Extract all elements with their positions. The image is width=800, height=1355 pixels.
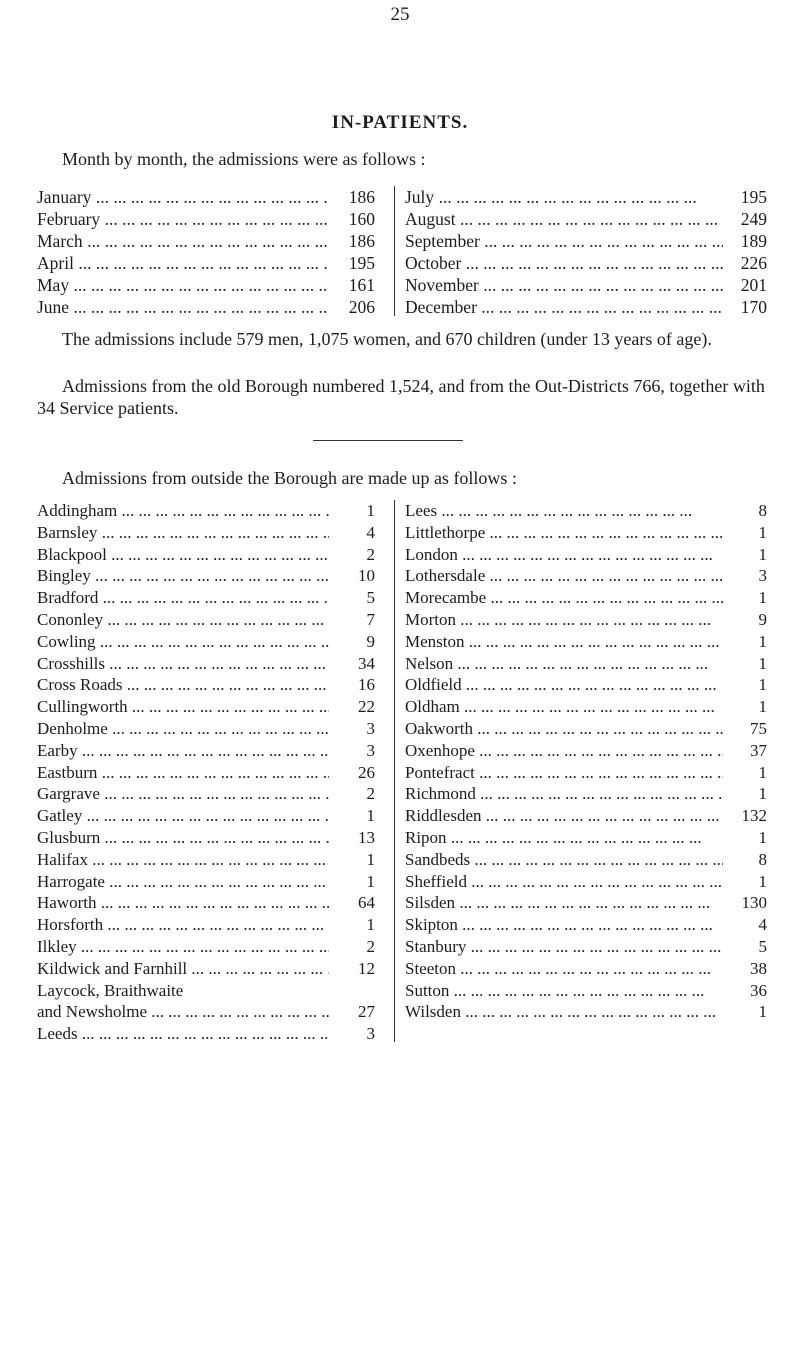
list-item xyxy=(405,565,767,587)
item-count: 1 xyxy=(361,849,376,871)
item-label: Wilsden ... . xyxy=(405,1001,723,1023)
list-item xyxy=(405,696,767,718)
item-count: 1 xyxy=(753,783,768,805)
item-label: September ... . xyxy=(405,230,723,252)
item-count: 7 xyxy=(361,609,376,631)
list-item xyxy=(405,914,767,936)
list-item xyxy=(405,544,767,566)
item-label: May ... . xyxy=(37,274,327,296)
item-count: 37 xyxy=(744,740,767,762)
list-item xyxy=(405,849,767,871)
item-count: 2 xyxy=(361,936,376,958)
list-item xyxy=(37,653,375,675)
list-item xyxy=(405,936,767,958)
item-count: 1 xyxy=(753,653,768,675)
list-item xyxy=(37,696,375,718)
list-item xyxy=(405,783,767,805)
item-count: 1 xyxy=(753,587,768,609)
item-count: 64 xyxy=(352,892,375,914)
list-item xyxy=(405,827,767,849)
list-item xyxy=(37,783,375,805)
item-count: 9 xyxy=(361,631,376,653)
list-item xyxy=(405,958,767,980)
list-item xyxy=(37,587,375,609)
item-label: Sheffield ... . xyxy=(405,871,723,893)
item-count: 5 xyxy=(361,587,376,609)
list-item xyxy=(37,805,375,827)
list-item xyxy=(37,674,375,696)
item-label: Pontefract ... . xyxy=(405,762,723,784)
list-item xyxy=(405,609,767,631)
item-label: Denholme ... . xyxy=(37,718,329,740)
item-label: Leeds ... . xyxy=(37,1023,329,1045)
list-item xyxy=(405,252,767,274)
item-count: 132 xyxy=(736,805,768,827)
list-item xyxy=(37,718,375,740)
list-item xyxy=(37,522,375,544)
item-count: 1 xyxy=(753,631,768,653)
item-label: Cowling ... . xyxy=(37,631,329,653)
item-count: 2 xyxy=(361,544,376,566)
list-item xyxy=(405,718,767,740)
list-item xyxy=(37,186,375,208)
item-count: 161 xyxy=(343,274,375,296)
list-item xyxy=(405,522,767,544)
item-label: Ilkley ... . xyxy=(37,936,329,958)
list-item xyxy=(405,230,767,252)
item-count: 10 xyxy=(352,565,375,587)
item-count: 1 xyxy=(361,500,376,522)
list-item xyxy=(37,544,375,566)
item-label: January ... . xyxy=(37,186,327,208)
outside-right-column xyxy=(405,500,767,1023)
column-divider xyxy=(394,500,395,1042)
item-count: 189 xyxy=(735,230,767,252)
item-count: 226 xyxy=(735,252,767,274)
item-label: Bradford ... . xyxy=(37,587,329,609)
item-count: 75 xyxy=(744,718,767,740)
item-label: Oxenhope ... . xyxy=(405,740,723,762)
list-item xyxy=(405,762,767,784)
section-rule xyxy=(313,440,463,441)
list-item xyxy=(405,892,767,914)
list-item xyxy=(405,740,767,762)
item-label: Steeton ... . xyxy=(405,958,723,980)
item-count: 130 xyxy=(736,892,768,914)
item-count: 1 xyxy=(753,1001,768,1023)
list-item xyxy=(37,500,375,522)
item-count: 1 xyxy=(753,544,768,566)
list-item xyxy=(37,274,375,296)
item-count: 4 xyxy=(361,522,376,544)
item-count: 36 xyxy=(744,980,767,1002)
item-label: and Newsholme ... . xyxy=(37,1001,329,1023)
item-label: Littlethorpe ... . xyxy=(405,522,723,544)
item-count: 186 xyxy=(343,186,375,208)
item-label: November ... . xyxy=(405,274,723,296)
list-item xyxy=(405,587,767,609)
list-item xyxy=(405,631,767,653)
list-item xyxy=(405,674,767,696)
item-label: Harrogate ... . xyxy=(37,871,329,893)
item-count: 1 xyxy=(753,827,768,849)
outside-left-column xyxy=(37,500,375,1045)
item-count: 1 xyxy=(753,762,768,784)
item-label: Sutton ... . xyxy=(405,980,723,1002)
list-item xyxy=(37,958,375,980)
item-count: 1 xyxy=(361,805,376,827)
item-label: April ... . xyxy=(37,252,327,274)
list-item xyxy=(405,653,767,675)
item-count: 3 xyxy=(361,1023,376,1045)
item-label: Morecambe ... . xyxy=(405,587,723,609)
list-item xyxy=(405,1001,767,1023)
item-label: February ... . xyxy=(37,208,327,230)
list-item xyxy=(405,186,767,208)
item-count: 38 xyxy=(744,958,767,980)
list-item xyxy=(37,1023,375,1045)
list-item xyxy=(37,849,375,871)
item-count: 8 xyxy=(753,849,768,871)
item-count: 3 xyxy=(753,565,768,587)
admissions-summary: The admissions include 579 men, 1,075 women, and 670 children (under 13 years of age). xyxy=(62,329,712,349)
item-label: Riddlesden ... . xyxy=(405,805,723,827)
list-item xyxy=(37,208,375,230)
item-label: Bingley ... . xyxy=(37,565,329,587)
item-label: Silsden ... . xyxy=(405,892,723,914)
list-item xyxy=(405,296,767,318)
list-item xyxy=(37,892,375,914)
item-label: Eastburn ... . xyxy=(37,762,329,784)
item-count: 1 xyxy=(753,674,768,696)
list-item xyxy=(37,609,375,631)
item-count: 34 xyxy=(352,653,375,675)
item-label: Addingham ... . xyxy=(37,500,329,522)
item-label: Lees ... . xyxy=(405,500,723,522)
item-count: 27 xyxy=(352,1001,375,1023)
item-count: 5 xyxy=(753,936,768,958)
item-label: Crosshills ... . xyxy=(37,653,329,675)
item-label: Glusburn ... . xyxy=(37,827,329,849)
item-label: June ... . xyxy=(37,296,327,318)
item-label: Oldham ... . xyxy=(405,696,723,718)
item-count: 2 xyxy=(361,783,376,805)
item-count: 201 xyxy=(735,274,767,296)
item-count: 26 xyxy=(352,762,375,784)
list-item xyxy=(37,936,375,958)
item-count: 1 xyxy=(361,871,376,893)
list-item xyxy=(405,274,767,296)
item-count: 12 xyxy=(352,958,375,980)
list-item xyxy=(405,208,767,230)
list-item xyxy=(405,805,767,827)
item-label: Kildwick and Farnhill ... . xyxy=(37,958,329,980)
item-label: Gargrave ... . xyxy=(37,783,329,805)
monthly-intro: Month by month, the admissions were as follows : xyxy=(62,149,426,169)
months-right-column xyxy=(405,186,767,318)
item-count: 4 xyxy=(753,914,768,936)
item-label: October ... . xyxy=(405,252,723,274)
list-item xyxy=(37,980,375,1002)
list-item xyxy=(37,740,375,762)
list-item xyxy=(37,565,375,587)
item-count: 1 xyxy=(753,871,768,893)
page-number: 25 xyxy=(390,4,410,25)
item-label: Ripon ... . xyxy=(405,827,723,849)
months-left-column xyxy=(37,186,375,318)
item-label: Sandbeds ... . xyxy=(405,849,723,871)
item-count: 3 xyxy=(361,740,376,762)
item-count: 195 xyxy=(735,186,767,208)
item-label: Oakworth ... . xyxy=(405,718,723,740)
item-label: Haworth ... . xyxy=(37,892,329,914)
item-label: March ... . xyxy=(37,230,327,252)
list-item xyxy=(37,1001,375,1023)
item-count: 1 xyxy=(753,696,768,718)
item-label: London ... . xyxy=(405,544,723,566)
list-item xyxy=(37,762,375,784)
item-count: 160 xyxy=(343,208,375,230)
item-count: 249 xyxy=(735,208,767,230)
item-count: 22 xyxy=(352,696,375,718)
list-item xyxy=(37,871,375,893)
item-count: 3 xyxy=(361,718,376,740)
item-label: Barnsley ... . xyxy=(37,522,329,544)
borough-summary: Admissions from the old Borough numbered 1,524, and from the Out-Districts 766, together with 34 Service patients. xyxy=(37,376,765,418)
item-label: Laycock, Braithwaite xyxy=(37,980,184,1000)
list-item xyxy=(405,500,767,522)
section-heading: IN-PATIENTS. xyxy=(331,112,469,133)
item-label: Cross Roads ... . xyxy=(37,674,329,696)
item-label: Oldfield ... . xyxy=(405,674,723,696)
outside-borough-intro: Admissions from outside the Borough are made up as follows : xyxy=(62,468,517,488)
item-label: Halifax ... . xyxy=(37,849,329,871)
list-item xyxy=(37,631,375,653)
item-label: Horsforth ... . xyxy=(37,914,329,936)
item-count: 206 xyxy=(343,296,375,318)
column-divider xyxy=(394,186,395,316)
list-item xyxy=(405,871,767,893)
item-label: Skipton ... . xyxy=(405,914,723,936)
item-label: Lothersdale ... . xyxy=(405,565,723,587)
item-label: Cullingworth ... . xyxy=(37,696,329,718)
item-label: Menston ... . xyxy=(405,631,723,653)
item-label: Morton ... . xyxy=(405,609,723,631)
list-item xyxy=(405,980,767,1002)
list-item xyxy=(37,827,375,849)
item-label: Earby ... . xyxy=(37,740,329,762)
item-label: August ... . xyxy=(405,208,723,230)
item-count: 16 xyxy=(352,674,375,696)
list-item xyxy=(37,914,375,936)
item-label: Gatley ... . xyxy=(37,805,329,827)
item-label: Richmond ... . xyxy=(405,783,723,805)
item-count: 195 xyxy=(343,252,375,274)
list-item xyxy=(37,296,375,318)
list-item xyxy=(37,252,375,274)
item-count: 13 xyxy=(352,827,375,849)
item-label: Stanbury ... . xyxy=(405,936,723,958)
item-count: 170 xyxy=(735,296,767,318)
item-label: July ... . xyxy=(405,186,723,208)
item-count: 1 xyxy=(361,914,376,936)
item-label: Cononley ... . xyxy=(37,609,329,631)
item-count: 186 xyxy=(343,230,375,252)
list-item xyxy=(37,230,375,252)
item-count: 9 xyxy=(753,609,768,631)
item-count: 8 xyxy=(753,500,768,522)
item-label: Blackpool ... . xyxy=(37,544,329,566)
item-count: 1 xyxy=(753,522,768,544)
item-label: Nelson ... . xyxy=(405,653,723,675)
item-label: December ... . xyxy=(405,296,723,318)
